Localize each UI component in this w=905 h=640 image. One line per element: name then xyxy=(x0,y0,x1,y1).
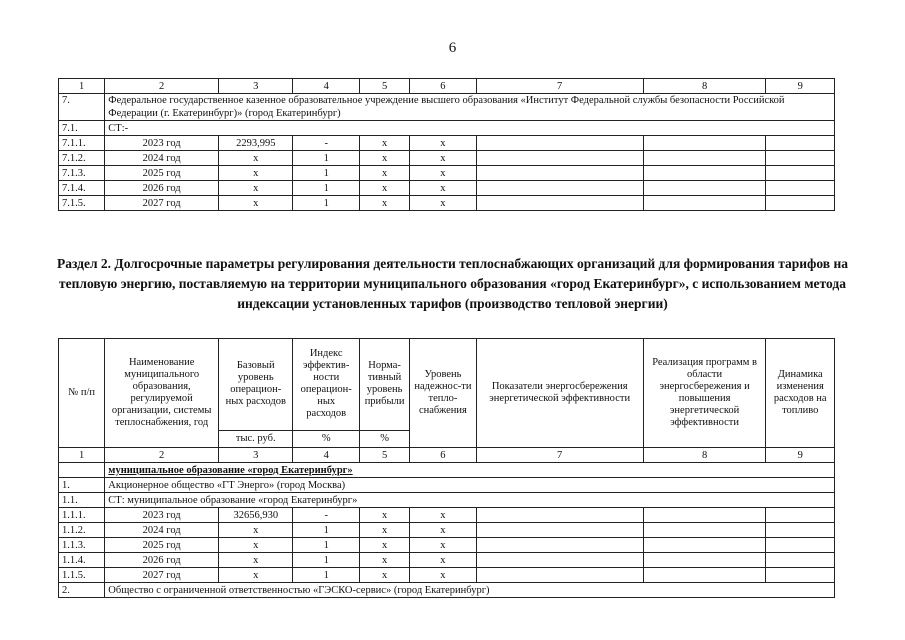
org-number: 1. xyxy=(59,478,105,493)
row-year: 2023 год xyxy=(105,136,219,151)
row-reliability: х xyxy=(410,508,476,523)
row-efficiency-index: - xyxy=(293,508,359,523)
table-row xyxy=(59,508,835,523)
row-reliability: х xyxy=(410,181,476,196)
row-energy-saving xyxy=(476,568,643,583)
row-number: 1.1.1. xyxy=(59,508,105,523)
row-base-cost: х xyxy=(219,196,293,211)
row-base-cost: х xyxy=(219,553,293,568)
row-year: 2023 год xyxy=(105,508,219,523)
header-programs: Реализация программ в области энергосбережения и повышения энергетической эффективности xyxy=(643,339,766,448)
row-energy-saving xyxy=(476,523,643,538)
col-num-2: 2 xyxy=(105,79,219,94)
row-base-cost: 2293,995 xyxy=(219,136,293,151)
row-number: 7.1.4. xyxy=(59,181,105,196)
col-num-5: 5 xyxy=(359,448,409,463)
table-row xyxy=(59,553,835,568)
header-reliability: Уровень надежнос-ти тепло-снабжения xyxy=(410,339,476,448)
row-efficiency-index: 1 xyxy=(293,523,359,538)
row-energy-saving xyxy=(476,553,643,568)
row-fuel xyxy=(766,508,835,523)
row-reliability: х xyxy=(410,151,476,166)
row-base-cost: х xyxy=(219,538,293,553)
col-num-4: 4 xyxy=(293,79,359,94)
row-base-cost: х xyxy=(219,166,293,181)
table-row xyxy=(59,166,835,181)
table-row xyxy=(59,196,835,211)
col-num-6: 6 xyxy=(410,79,476,94)
st-number: 7.1. xyxy=(59,121,105,136)
col-num-5: 5 xyxy=(359,79,409,94)
org-number: 2. xyxy=(59,583,105,598)
row-normative-profit: х xyxy=(359,568,409,583)
row-programs xyxy=(643,538,766,553)
header-row xyxy=(59,339,835,431)
row-number: 7.1.3. xyxy=(59,166,105,181)
row-reliability: х xyxy=(410,166,476,181)
row-programs xyxy=(643,553,766,568)
row-year: 2025 год xyxy=(105,166,219,181)
row-fuel xyxy=(766,568,835,583)
col-num-8: 8 xyxy=(643,79,766,94)
row-programs xyxy=(643,166,766,181)
row-efficiency-index: 1 xyxy=(293,196,359,211)
header-efficiency-index: Индекс эффектив-ности операцион-ных расходов xyxy=(293,339,359,431)
row-energy-saving xyxy=(476,166,643,181)
row-normative-profit: х xyxy=(359,181,409,196)
row-normative-profit: х xyxy=(359,196,409,211)
row-year: 2024 год xyxy=(105,151,219,166)
org-name: Акционерное общество «ГТ Энерго» (город Москва) xyxy=(105,478,835,493)
row-fuel xyxy=(766,151,835,166)
row-energy-saving xyxy=(476,151,643,166)
section-title: Раздел 2. Долгосрочные параметры регулирования деятельности теплоснабжающих организаций для формирования тарифов на тепловую энергию, поставляемую на территории муниципального образования «город Екатеринбург», с использованием метода индексации установленных тарифов (производство тепловой энергии) xyxy=(56,256,848,311)
row-programs xyxy=(643,136,766,151)
table-row xyxy=(59,538,835,553)
col-num-9: 9 xyxy=(766,448,835,463)
column-number-row xyxy=(59,79,835,94)
row-normative-profit: х xyxy=(359,553,409,568)
row-normative-profit: х xyxy=(359,538,409,553)
unit-normative-profit: % xyxy=(359,430,409,447)
row-energy-saving xyxy=(476,181,643,196)
row-efficiency-index: 1 xyxy=(293,553,359,568)
row-reliability: х xyxy=(410,553,476,568)
page-number: 6 xyxy=(448,40,457,56)
st-row xyxy=(59,121,835,136)
org-number: 7. xyxy=(59,94,105,121)
org-name: Федеральное государственное казенное образовательное учреждение высшего образования «Институт Федеральной службы безопасности Российской Федерации (г. Екатеринбург)» (город Екатеринбург) xyxy=(105,94,835,121)
row-reliability: х xyxy=(410,523,476,538)
org-row xyxy=(59,478,835,493)
row-normative-profit: х xyxy=(359,136,409,151)
column-number-row xyxy=(59,448,835,463)
unit-base-cost: тыс. руб. xyxy=(219,430,293,447)
row-programs xyxy=(643,523,766,538)
row-programs xyxy=(643,568,766,583)
row-base-cost: 32656,930 xyxy=(219,508,293,523)
row-normative-profit: х xyxy=(359,508,409,523)
col-num-9: 9 xyxy=(766,79,835,94)
row-efficiency-index: 1 xyxy=(293,538,359,553)
municipality-row xyxy=(59,463,835,478)
row-fuel xyxy=(766,538,835,553)
municipality-name xyxy=(105,463,835,478)
header-fuel: Динамика изменения расходов на топливо xyxy=(766,339,835,448)
row-number: 1.1.2. xyxy=(59,523,105,538)
table-row xyxy=(59,181,835,196)
tariff-table-continuation xyxy=(58,78,835,211)
row-programs xyxy=(643,181,766,196)
row-base-cost: х xyxy=(219,181,293,196)
row-efficiency-index: 1 xyxy=(293,568,359,583)
row-programs xyxy=(643,196,766,211)
org-row xyxy=(59,583,835,598)
table-row xyxy=(59,568,835,583)
row-fuel xyxy=(766,136,835,151)
st-text: СТ:- xyxy=(105,121,835,136)
row-reliability: х xyxy=(410,196,476,211)
row-year: 2026 год xyxy=(105,181,219,196)
header-normative-profit: Норма-тивный уровень прибыли xyxy=(359,339,409,431)
org-name: Общество с ограниченной ответственностью «ГЭСКО-сервис» (город Екатеринбург) xyxy=(105,583,835,598)
municipality-label: муниципальное образование «город Екатеринбург» xyxy=(108,464,353,476)
row-number: 7.1.1. xyxy=(59,136,105,151)
table-row xyxy=(59,523,835,538)
st-row xyxy=(59,493,835,508)
row-efficiency-index: 1 xyxy=(293,166,359,181)
col-num-8: 8 xyxy=(643,448,766,463)
row-reliability: х xyxy=(410,568,476,583)
row-base-cost: х xyxy=(219,523,293,538)
col-num-7: 7 xyxy=(476,79,643,94)
row-year: 2025 год xyxy=(105,538,219,553)
row-fuel xyxy=(766,166,835,181)
row-normative-profit: х xyxy=(359,166,409,181)
tariff-parameters-table xyxy=(58,338,835,598)
col-num-3: 3 xyxy=(219,79,293,94)
row-year: 2027 год xyxy=(105,568,219,583)
row-reliability: х xyxy=(410,538,476,553)
org-row xyxy=(59,94,835,121)
row-reliability: х xyxy=(410,136,476,151)
row-fuel xyxy=(766,553,835,568)
row-year: 2027 год xyxy=(105,196,219,211)
header-name: Наименование муниципального образования, регулируемой организации, системы теплоснабжения, год xyxy=(105,339,219,448)
row-fuel xyxy=(766,196,835,211)
header-energy-saving: Показатели энергосбережения энергетической эффективности xyxy=(476,339,643,448)
col-num-1: 1 xyxy=(59,448,105,463)
col-num-2: 2 xyxy=(105,448,219,463)
header-num: № п/п xyxy=(59,339,105,448)
municipality-num-cell xyxy=(59,463,105,478)
table-row xyxy=(59,136,835,151)
row-energy-saving xyxy=(476,508,643,523)
col-num-3: 3 xyxy=(219,448,293,463)
row-year: 2026 год xyxy=(105,553,219,568)
row-programs xyxy=(643,508,766,523)
row-number: 1.1.4. xyxy=(59,553,105,568)
row-programs xyxy=(643,151,766,166)
row-efficiency-index: - xyxy=(293,136,359,151)
col-num-6: 6 xyxy=(410,448,476,463)
row-base-cost: х xyxy=(219,151,293,166)
table-row xyxy=(59,151,835,166)
st-text: СТ: муниципальное образование «город Екатеринбург» xyxy=(105,493,835,508)
unit-efficiency-index: % xyxy=(293,430,359,447)
col-num-4: 4 xyxy=(293,448,359,463)
col-num-1: 1 xyxy=(59,79,105,94)
row-fuel xyxy=(766,181,835,196)
row-normative-profit: х xyxy=(359,151,409,166)
row-efficiency-index: 1 xyxy=(293,181,359,196)
row-number: 1.1.5. xyxy=(59,568,105,583)
row-energy-saving xyxy=(476,538,643,553)
row-fuel xyxy=(766,523,835,538)
row-energy-saving xyxy=(476,136,643,151)
row-efficiency-index: 1 xyxy=(293,151,359,166)
header-base-cost: Базовый уровень операцион-ных расходов xyxy=(219,339,293,431)
row-number: 1.1.3. xyxy=(59,538,105,553)
row-base-cost: х xyxy=(219,568,293,583)
row-number: 7.1.2. xyxy=(59,151,105,166)
row-energy-saving xyxy=(476,196,643,211)
row-normative-profit: х xyxy=(359,523,409,538)
col-num-7: 7 xyxy=(476,448,643,463)
row-year: 2024 год xyxy=(105,523,219,538)
row-number: 7.1.5. xyxy=(59,196,105,211)
st-number: 1.1. xyxy=(59,493,105,508)
